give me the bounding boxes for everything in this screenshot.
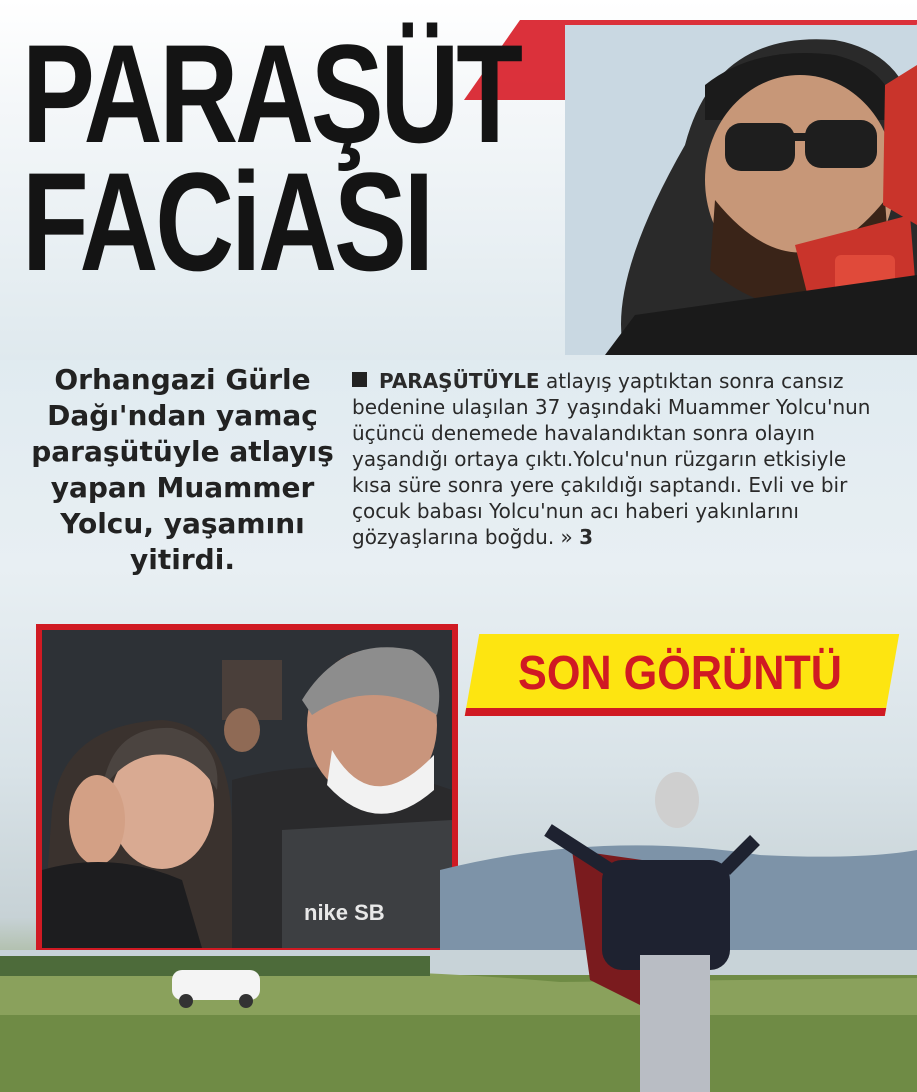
headline-line-2: FACiASI <box>22 143 431 300</box>
headline-line-1: PARAŞÜT <box>22 15 520 172</box>
headline <box>22 15 520 300</box>
subheadline: Orhangazi Gürle Dağı'ndan yamaç paraşütüyle atlayış yapan Muammer Yolcu, yaşamını yitirdi. <box>31 363 334 576</box>
paraglider-scene-photo <box>0 720 917 1092</box>
bullet-square-icon <box>352 372 367 387</box>
article-lead: PARAŞÜTÜYLE <box>379 369 540 393</box>
page-reference: 3 <box>579 525 594 549</box>
article-text <box>352 368 887 550</box>
article-body: atlayış yaptıktan sonra cansız bedenine ulaşılan 37 yaşındaki Muammer Yolcu'nun üçüncü denemede havalandıktan sonra olayın yaşandığı ortaya çıktı.Yolcu'nun rüzgarın etkisiyle kısa süre sonra yere çakıldığı saptandı. Evli ve bir çocuk babası Yolcu'nun acı haberi yakınlarını gözyaşlarına boğdu. » <box>352 369 871 549</box>
son-goruntu-tag: SON GÖRÜNTÜ <box>518 647 842 700</box>
paraglider-portrait-photo <box>565 25 917 355</box>
shirt-logo-text: nike SB <box>304 900 385 925</box>
